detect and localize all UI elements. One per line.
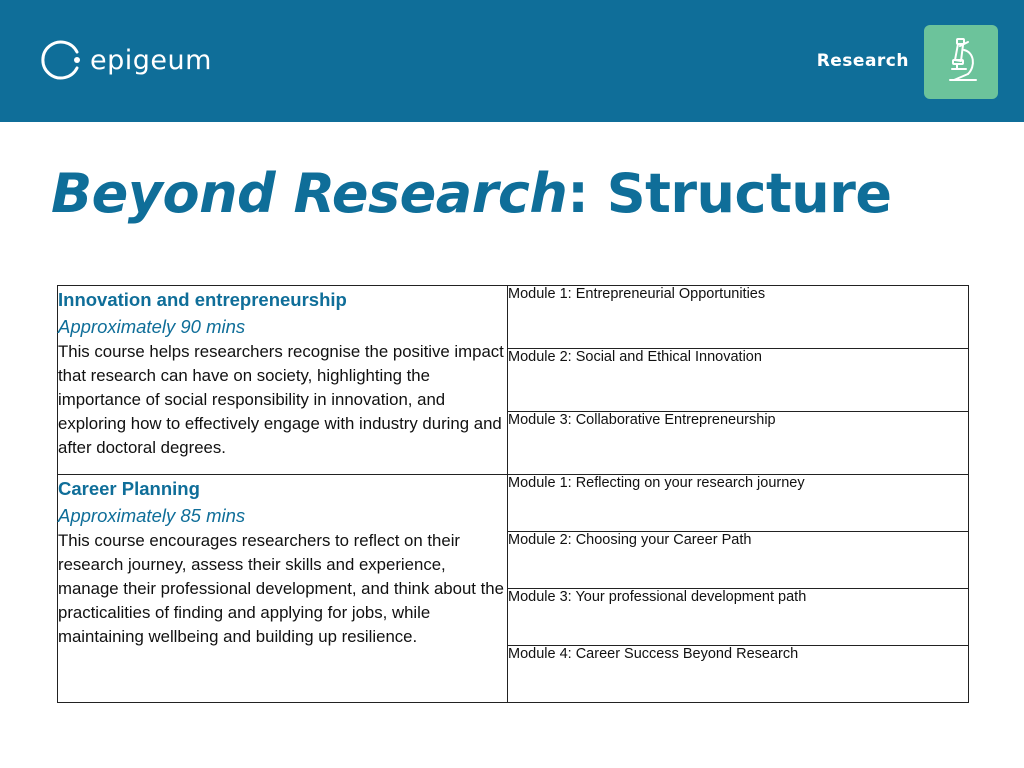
title-italic: Beyond Research: [51, 162, 568, 225]
research-badge: [924, 25, 998, 99]
header-bar: [0, 0, 1024, 122]
title-rest: : Structure: [567, 162, 892, 225]
course-description: This course helps researchers recognise the positive impact that research can have on society, highlighting the importance of social responsibility in innovation, and exploring how to effectively engage with industry during and after doctoral degrees.: [58, 342, 504, 457]
module-cell: Module 1: Entrepreneurial Opportunities: [508, 286, 969, 349]
course-cell-career: [58, 475, 508, 703]
microscope-icon: [938, 36, 984, 88]
epigeum-logo[interactable]: [40, 38, 212, 82]
module-cell: Module 4: Career Success Beyond Research: [508, 646, 969, 703]
module-cell: Module 2: Social and Ethical Innovation: [508, 349, 969, 412]
table-row: [58, 286, 969, 349]
course-name: Innovation and entrepreneurship: [58, 289, 347, 310]
course-duration: Approximately 85 mins: [58, 505, 246, 526]
course-cell-innovation: [58, 286, 508, 475]
course-description: This course encourages researchers to reflect on their research journey, assess their skills and experience, manage their professional development, and think about the practicalities of finding and applying for jobs, while maintaining wellbeing and building up resilience.: [58, 531, 504, 646]
table-row: [58, 475, 969, 532]
course-structure-table: [57, 285, 969, 703]
module-cell: Module 3: Your professional development path: [508, 589, 969, 646]
module-cell: Module 1: Reflecting on your research journey: [508, 475, 969, 532]
module-cell: Module 2: Choosing your Career Path: [508, 532, 969, 589]
module-cell: Module 3: Collaborative Entrepreneurship: [508, 412, 969, 475]
course-duration: Approximately 90 mins: [58, 316, 246, 337]
section-label: Research: [816, 51, 909, 71]
page-title: [51, 162, 892, 225]
course-name: Career Planning: [58, 478, 200, 499]
logo-text: epigeum: [90, 44, 212, 76]
epigeum-logo-icon: [40, 38, 84, 82]
